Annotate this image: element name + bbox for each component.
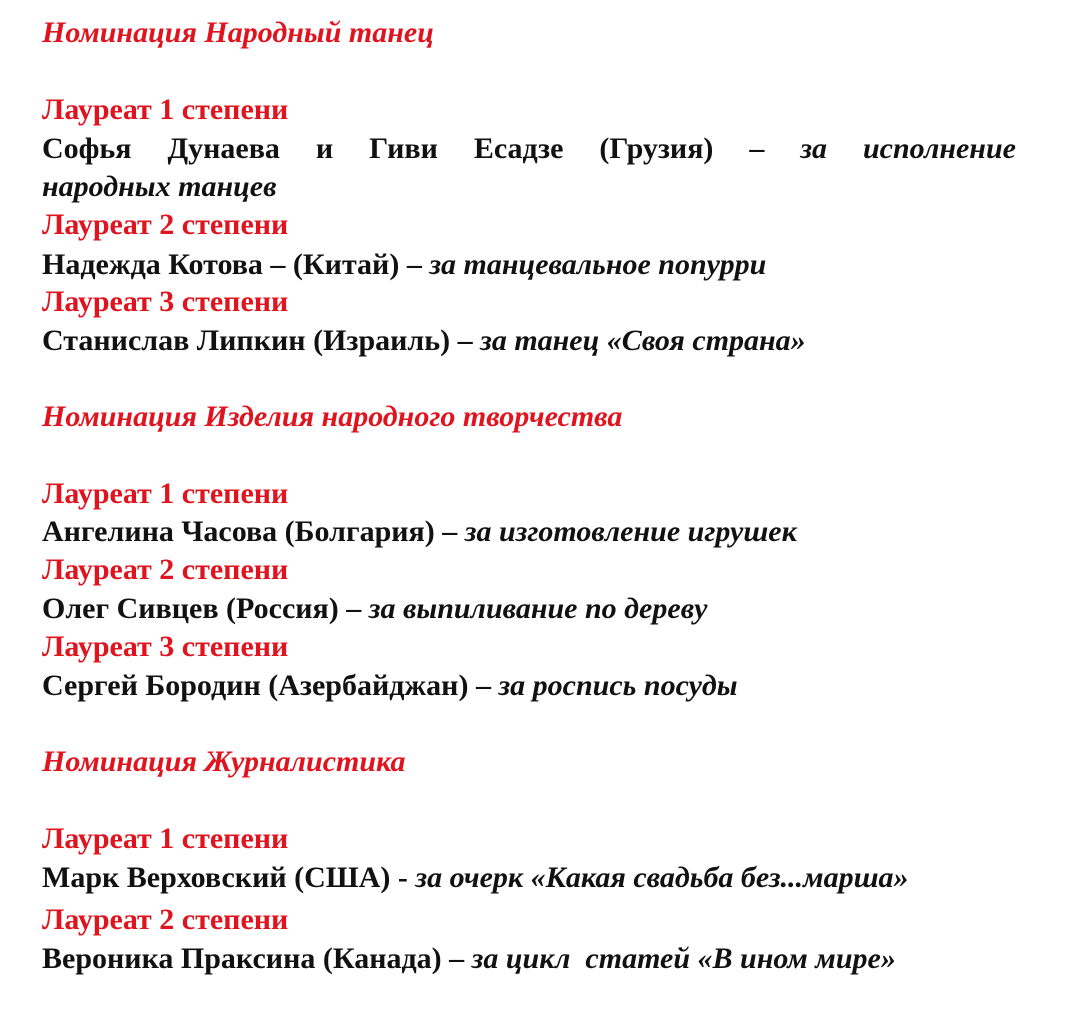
nomination-title: Номинация Изделия народного творчества [42,400,623,433]
winner-desc: за очерк «Какая свадьба без...марша» [415,861,909,894]
nomination-title: Номинация Народный танец [42,16,434,49]
winner-desc: за танец «Своя страна» [480,324,806,357]
winner-name: Станислав Липкин (Израиль) – [42,324,481,357]
winner-desc: за изготовление игрушек [464,515,797,548]
winner-entry [42,131,1016,167]
winner-name: Сергей Бородин (Азербайджан) – [42,669,499,702]
winner-name-word: и [315,132,334,165]
winner-name: Марк Верховский (США) - [42,861,416,894]
winner-name: Олег Сивцев (Россия) – [42,592,369,625]
winner-entry [42,247,766,283]
winner-name: Ангелина Часова (Болгария) – [42,515,465,548]
winner-name: Надежда Котова – (Китай) – [42,248,430,281]
winner-entry [42,668,738,704]
laureate-degree: Лауреат 1 степени [42,93,289,126]
winner-name-word: Гиви [369,132,438,165]
winner-name-word: – [749,132,765,165]
laureate-degree: Лауреат 1 степени [42,477,289,510]
laureate-degree: Лауреат 3 степени [42,285,289,318]
winner-name-word: Дунаева [167,132,280,165]
winner-desc-word: исполнение [863,132,1016,165]
laureate-degree: Лауреат 2 степени [42,903,289,936]
winner-name-word: Есадзе [473,132,564,165]
winner-entry [42,591,707,627]
winner-desc: за цикл статей «В ином мире» [471,942,896,975]
winner-entry [42,323,806,359]
winner-desc: народных танцев [42,170,277,203]
winner-desc: за выпиливание по дереву [368,592,708,625]
winner-entry [42,514,797,550]
nomination-title: Номинация Журналистика [42,745,406,778]
laureate-degree: Лауреат 2 степени [42,553,289,586]
winner-entry [42,860,909,896]
winner-desc: за танцевальное попурри [429,248,767,281]
winner-desc: за роспись посуды [498,669,738,702]
laureate-degree: Лауреат 1 степени [42,822,289,855]
winner-name: Вероника Праксина (Канада) – [42,942,472,975]
winner-desc-word: за [800,132,828,165]
winner-entry-continued [42,169,277,205]
winner-name-word: (Грузия) [599,132,714,165]
laureate-degree: Лауреат 2 степени [42,208,289,241]
winner-name-word: Софья [42,132,132,165]
winner-entry [42,941,896,977]
laureate-degree: Лауреат 3 степени [42,630,289,663]
